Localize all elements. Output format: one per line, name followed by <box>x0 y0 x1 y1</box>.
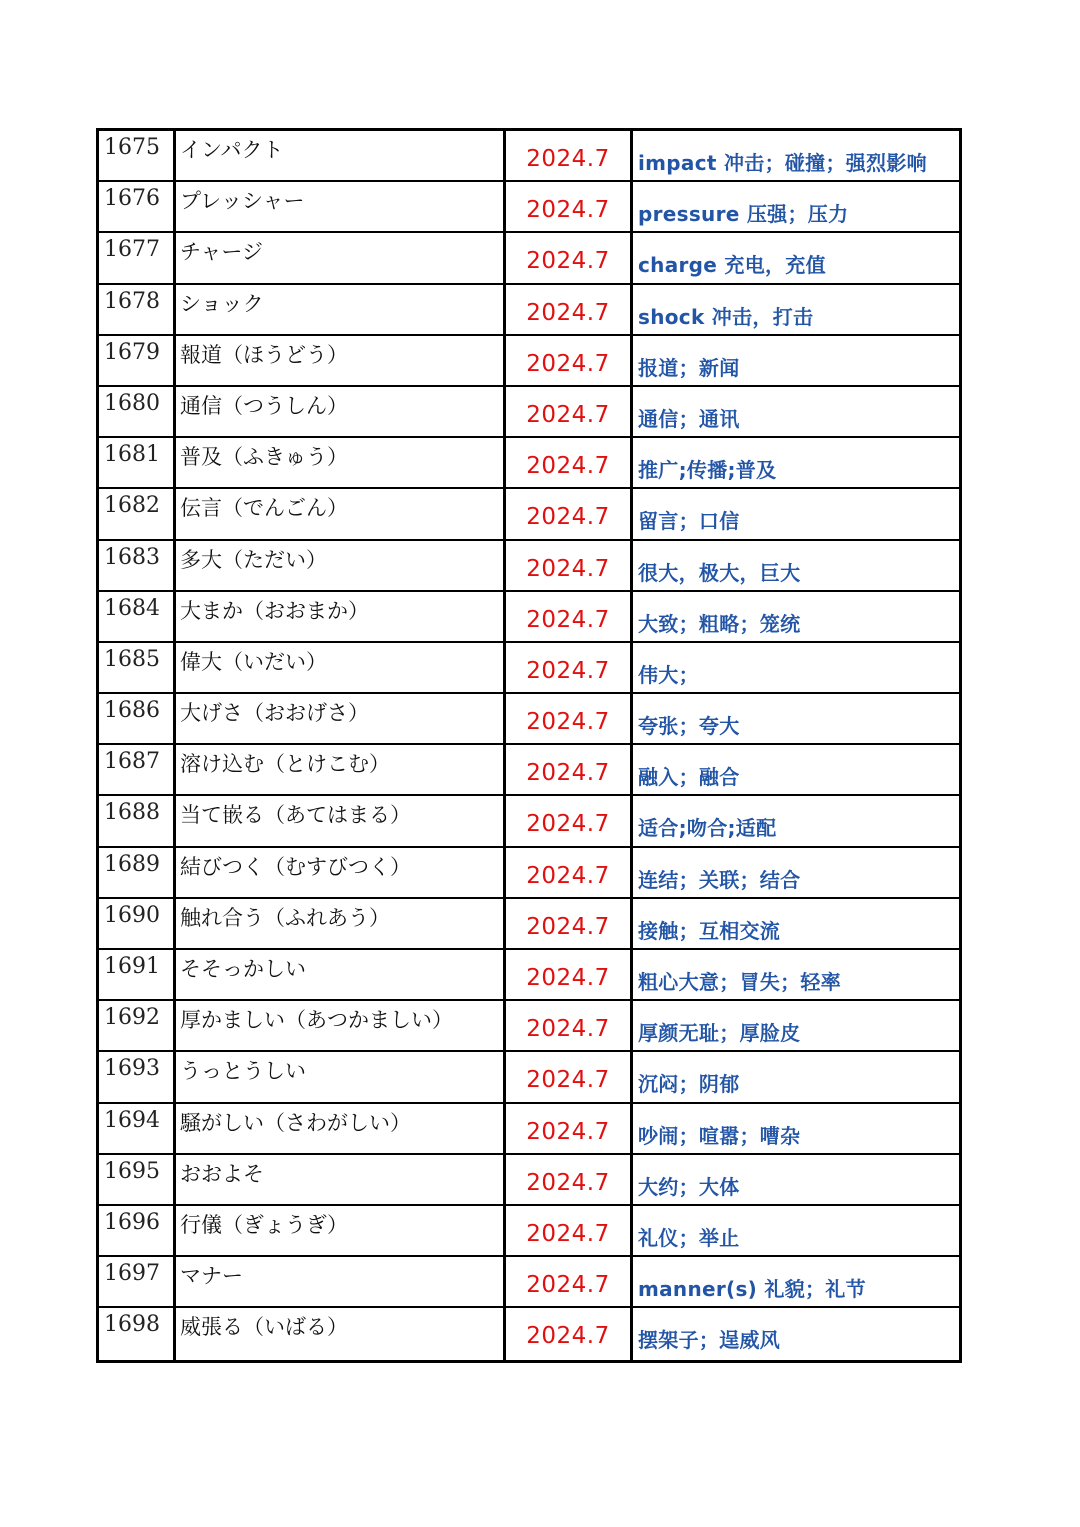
chinese-meaning: 粗心大意；冒失；轻率 <box>633 950 962 999</box>
table-row <box>99 643 962 694</box>
japanese-word: 大まか（おおまか） <box>176 592 506 641</box>
entry-number: 1686 <box>99 694 176 743</box>
japanese-word: ショック <box>176 285 506 334</box>
table-row <box>99 848 962 899</box>
entry-number: 1680 <box>99 387 176 436</box>
table-row <box>99 336 962 387</box>
date-added: 2024.7 <box>506 438 633 487</box>
japanese-word: 騒がしい（さわがしい） <box>176 1104 506 1153</box>
japanese-word: チャージ <box>176 233 506 282</box>
date-added: 2024.7 <box>506 285 633 334</box>
entry-number: 1683 <box>99 541 176 590</box>
chinese-meaning: 接触；互相交流 <box>633 899 962 948</box>
japanese-word: 溶け込む（とけこむ） <box>176 745 506 794</box>
japanese-word: 大げさ（おおげさ） <box>176 694 506 743</box>
date-added: 2024.7 <box>506 1155 633 1204</box>
chinese-meaning: 吵闹；喧嚣；嘈杂 <box>633 1104 962 1153</box>
entry-number: 1678 <box>99 285 176 334</box>
table-row <box>99 1104 962 1155</box>
table-row <box>99 233 962 284</box>
japanese-word: そそっかしい <box>176 950 506 999</box>
table-row <box>99 1308 962 1359</box>
table-row <box>99 1052 962 1103</box>
entry-number: 1692 <box>99 1001 176 1050</box>
chinese-meaning: charge 充电，充值 <box>633 233 962 282</box>
table-row <box>99 796 962 847</box>
date-added: 2024.7 <box>506 541 633 590</box>
table-row <box>99 1257 962 1308</box>
japanese-word: 行儀（ぎょうぎ） <box>176 1206 506 1255</box>
chinese-meaning: manner(s) 礼貌；礼节 <box>633 1257 962 1306</box>
chinese-meaning: 连结；关联；结合 <box>633 848 962 897</box>
date-added: 2024.7 <box>506 1001 633 1050</box>
table-row <box>99 745 962 796</box>
date-added: 2024.7 <box>506 387 633 436</box>
entry-number: 1685 <box>99 643 176 692</box>
entry-number: 1698 <box>99 1308 176 1359</box>
chinese-meaning: pressure 压强；压力 <box>633 182 962 231</box>
japanese-word: 偉大（いだい） <box>176 643 506 692</box>
table-row <box>99 489 962 540</box>
chinese-meaning: 沉闷；阴郁 <box>633 1052 962 1101</box>
date-added: 2024.7 <box>506 1257 633 1306</box>
table-row <box>99 131 962 182</box>
entry-number: 1690 <box>99 899 176 948</box>
japanese-word: 通信（つうしん） <box>176 387 506 436</box>
date-added: 2024.7 <box>506 745 633 794</box>
entry-number: 1697 <box>99 1257 176 1306</box>
chinese-meaning: impact 冲击；碰撞；强烈影响 <box>633 131 962 180</box>
entry-number: 1696 <box>99 1206 176 1255</box>
entry-number: 1675 <box>99 131 176 180</box>
japanese-word: プレッシャー <box>176 182 506 231</box>
chinese-meaning: 融入；融合 <box>633 745 962 794</box>
entry-number: 1688 <box>99 796 176 845</box>
date-added: 2024.7 <box>506 489 633 538</box>
japanese-word: 触れ合う（ふれあう） <box>176 899 506 948</box>
chinese-meaning: 很大，极大，巨大 <box>633 541 962 590</box>
chinese-meaning: 夸张；夸大 <box>633 694 962 743</box>
date-added: 2024.7 <box>506 233 633 282</box>
date-added: 2024.7 <box>506 899 633 948</box>
date-added: 2024.7 <box>506 950 633 999</box>
table-row <box>99 387 962 438</box>
table-row <box>99 694 962 745</box>
chinese-meaning: 适合;吻合;适配 <box>633 796 962 845</box>
date-added: 2024.7 <box>506 1308 633 1359</box>
japanese-word: マナー <box>176 1257 506 1306</box>
japanese-word: 威張る（いばる） <box>176 1308 506 1359</box>
table-row <box>99 182 962 233</box>
chinese-meaning: shock 冲击，打击 <box>633 285 962 334</box>
date-added: 2024.7 <box>506 643 633 692</box>
vocabulary-table <box>96 128 962 1363</box>
japanese-word: 普及（ふきゅう） <box>176 438 506 487</box>
table-row <box>99 899 962 950</box>
date-added: 2024.7 <box>506 592 633 641</box>
entry-number: 1687 <box>99 745 176 794</box>
table-row <box>99 592 962 643</box>
japanese-word: 結びつく（むすびつく） <box>176 848 506 897</box>
entry-number: 1684 <box>99 592 176 641</box>
date-added: 2024.7 <box>506 1052 633 1101</box>
date-added: 2024.7 <box>506 182 633 231</box>
chinese-meaning: 伟大； <box>633 643 962 692</box>
date-added: 2024.7 <box>506 848 633 897</box>
entry-number: 1691 <box>99 950 176 999</box>
entry-number: 1695 <box>99 1155 176 1204</box>
chinese-meaning: 摆架子；逞威风 <box>633 1308 962 1359</box>
date-added: 2024.7 <box>506 796 633 845</box>
entry-number: 1677 <box>99 233 176 282</box>
table-row <box>99 1155 962 1206</box>
table-row <box>99 1001 962 1052</box>
chinese-meaning: 礼仪；举止 <box>633 1206 962 1255</box>
date-added: 2024.7 <box>506 131 633 180</box>
entry-number: 1681 <box>99 438 176 487</box>
japanese-word: インパクト <box>176 131 506 180</box>
japanese-word: 厚かましい（あつかましい） <box>176 1001 506 1050</box>
chinese-meaning: 留言；口信 <box>633 489 962 538</box>
japanese-word: うっとうしい <box>176 1052 506 1101</box>
japanese-word: 報道（ほうどう） <box>176 336 506 385</box>
japanese-word: 多大（ただい） <box>176 541 506 590</box>
chinese-meaning: 报道；新闻 <box>633 336 962 385</box>
chinese-meaning: 通信；通讯 <box>633 387 962 436</box>
table-row <box>99 1206 962 1257</box>
table-row <box>99 438 962 489</box>
entry-number: 1689 <box>99 848 176 897</box>
chinese-meaning: 大致；粗略；笼统 <box>633 592 962 641</box>
table-row <box>99 285 962 336</box>
table-row <box>99 541 962 592</box>
japanese-word: おおよそ <box>176 1155 506 1204</box>
entry-number: 1679 <box>99 336 176 385</box>
chinese-meaning: 大约；大体 <box>633 1155 962 1204</box>
date-added: 2024.7 <box>506 1206 633 1255</box>
japanese-word: 当て嵌る（あてはまる） <box>176 796 506 845</box>
entry-number: 1682 <box>99 489 176 538</box>
date-added: 2024.7 <box>506 336 633 385</box>
date-added: 2024.7 <box>506 694 633 743</box>
chinese-meaning: 推广;传播;普及 <box>633 438 962 487</box>
table-row <box>99 950 962 1001</box>
entry-number: 1676 <box>99 182 176 231</box>
japanese-word: 伝言（でんごん） <box>176 489 506 538</box>
entry-number: 1694 <box>99 1104 176 1153</box>
chinese-meaning: 厚颜无耻；厚脸皮 <box>633 1001 962 1050</box>
entry-number: 1693 <box>99 1052 176 1101</box>
date-added: 2024.7 <box>506 1104 633 1153</box>
